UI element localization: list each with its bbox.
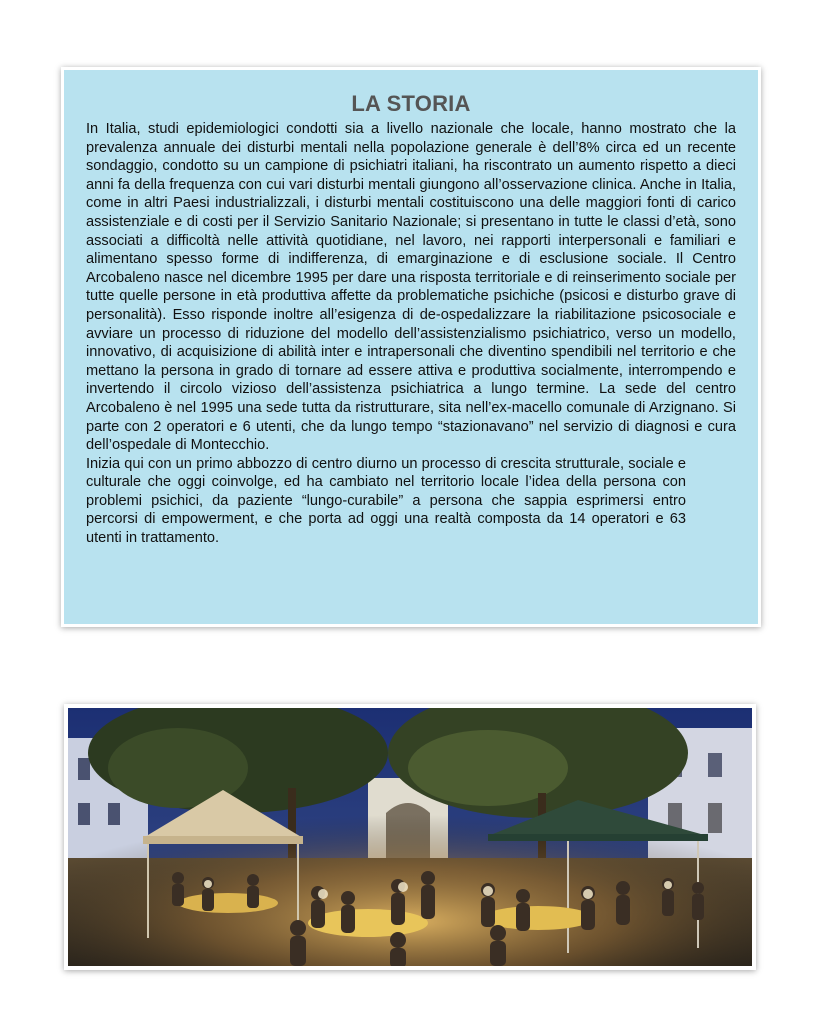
story-box bbox=[61, 67, 761, 627]
evening-dinner-photo bbox=[68, 708, 752, 966]
table-center bbox=[308, 909, 428, 937]
event-photo bbox=[64, 704, 756, 970]
story-title: LA STORIA bbox=[351, 91, 471, 116]
story-paragraph-2: Inizia qui con un primo abbozzo di centro diurno un processo di crescita strutturale, sociale e culturale che oggi coinvolge, ed ha cambiato nel territorio locale l’idea della persona con problemi psichici, da paziente “lungo-curabile” a persona che sappia esprimersi entro percorsi di empowerment, e che porta ad oggi una realtà composta da 14 operatori e 63 utenti in trattamento. bbox=[86, 455, 686, 547]
story-paragraph-1: In Italia, studi epidemiologici condotti sia a livello nazionale che locale, hanno mostrato che la prevalenza annuale dei disturbi mentali nella popolazione generale è dell’8% circa ed un recente sondaggio, condotto su un campione di psichiatri italiani, ha riscontrato un aumento rispetto a dieci anni fa della frequenza con cui vari disturbi mentali giungono all’osservazione clinica. Anche in Italia, come in altri Paesi industrializzali, i disturbi mentali costituiscono una delle maggiori fonti di carico assistenziale e di costi per il Servizio Sanitario Nazionale; si presentano in tutte le classi d’età, sono associati a difficoltà nelle attività quotidiane, nel lavoro, nei rapporti interpersonali e familiari e alimentano spesso forme di indifferenza, di emarginazione e di esclusione sociale. Il Centro Arcobaleno nasce nel dicembre 1995 per dare una risposta territoriale e di reinserimento sociale per tutte quelle persone in età produttiva affette da problematiche psichiche (psicosi e disturbo grave di personalità). Esso risponde inoltre all’esigenza di de-ospedalizzare la riabilitazione psicosociale e avviare un processo di riduzione del modello dell’assistenzialismo psichiatrico, verso un modello, innovativo, di acquisizione di abilità inter e intrapersonali che diventino spendibili nel territorio e che mettano la persona in grado di tornare ad essere attiva e produttiva socialmente, interrompendo e invertendo il circolo vizioso dell’assistenza psichiatrica a lungo termine. La sede del centro Arcobaleno è nel 1995 una sede tutta da ristrutturare, sita nell’ex-macello comunale di Arzignano. Si parte con 2 operatori e 6 utenti, che da lungo tempo “stazionavano” nel servizio di diagnosi e cura dell’ospedale di Montecchio. bbox=[86, 121, 736, 454]
table-left bbox=[178, 893, 278, 913]
